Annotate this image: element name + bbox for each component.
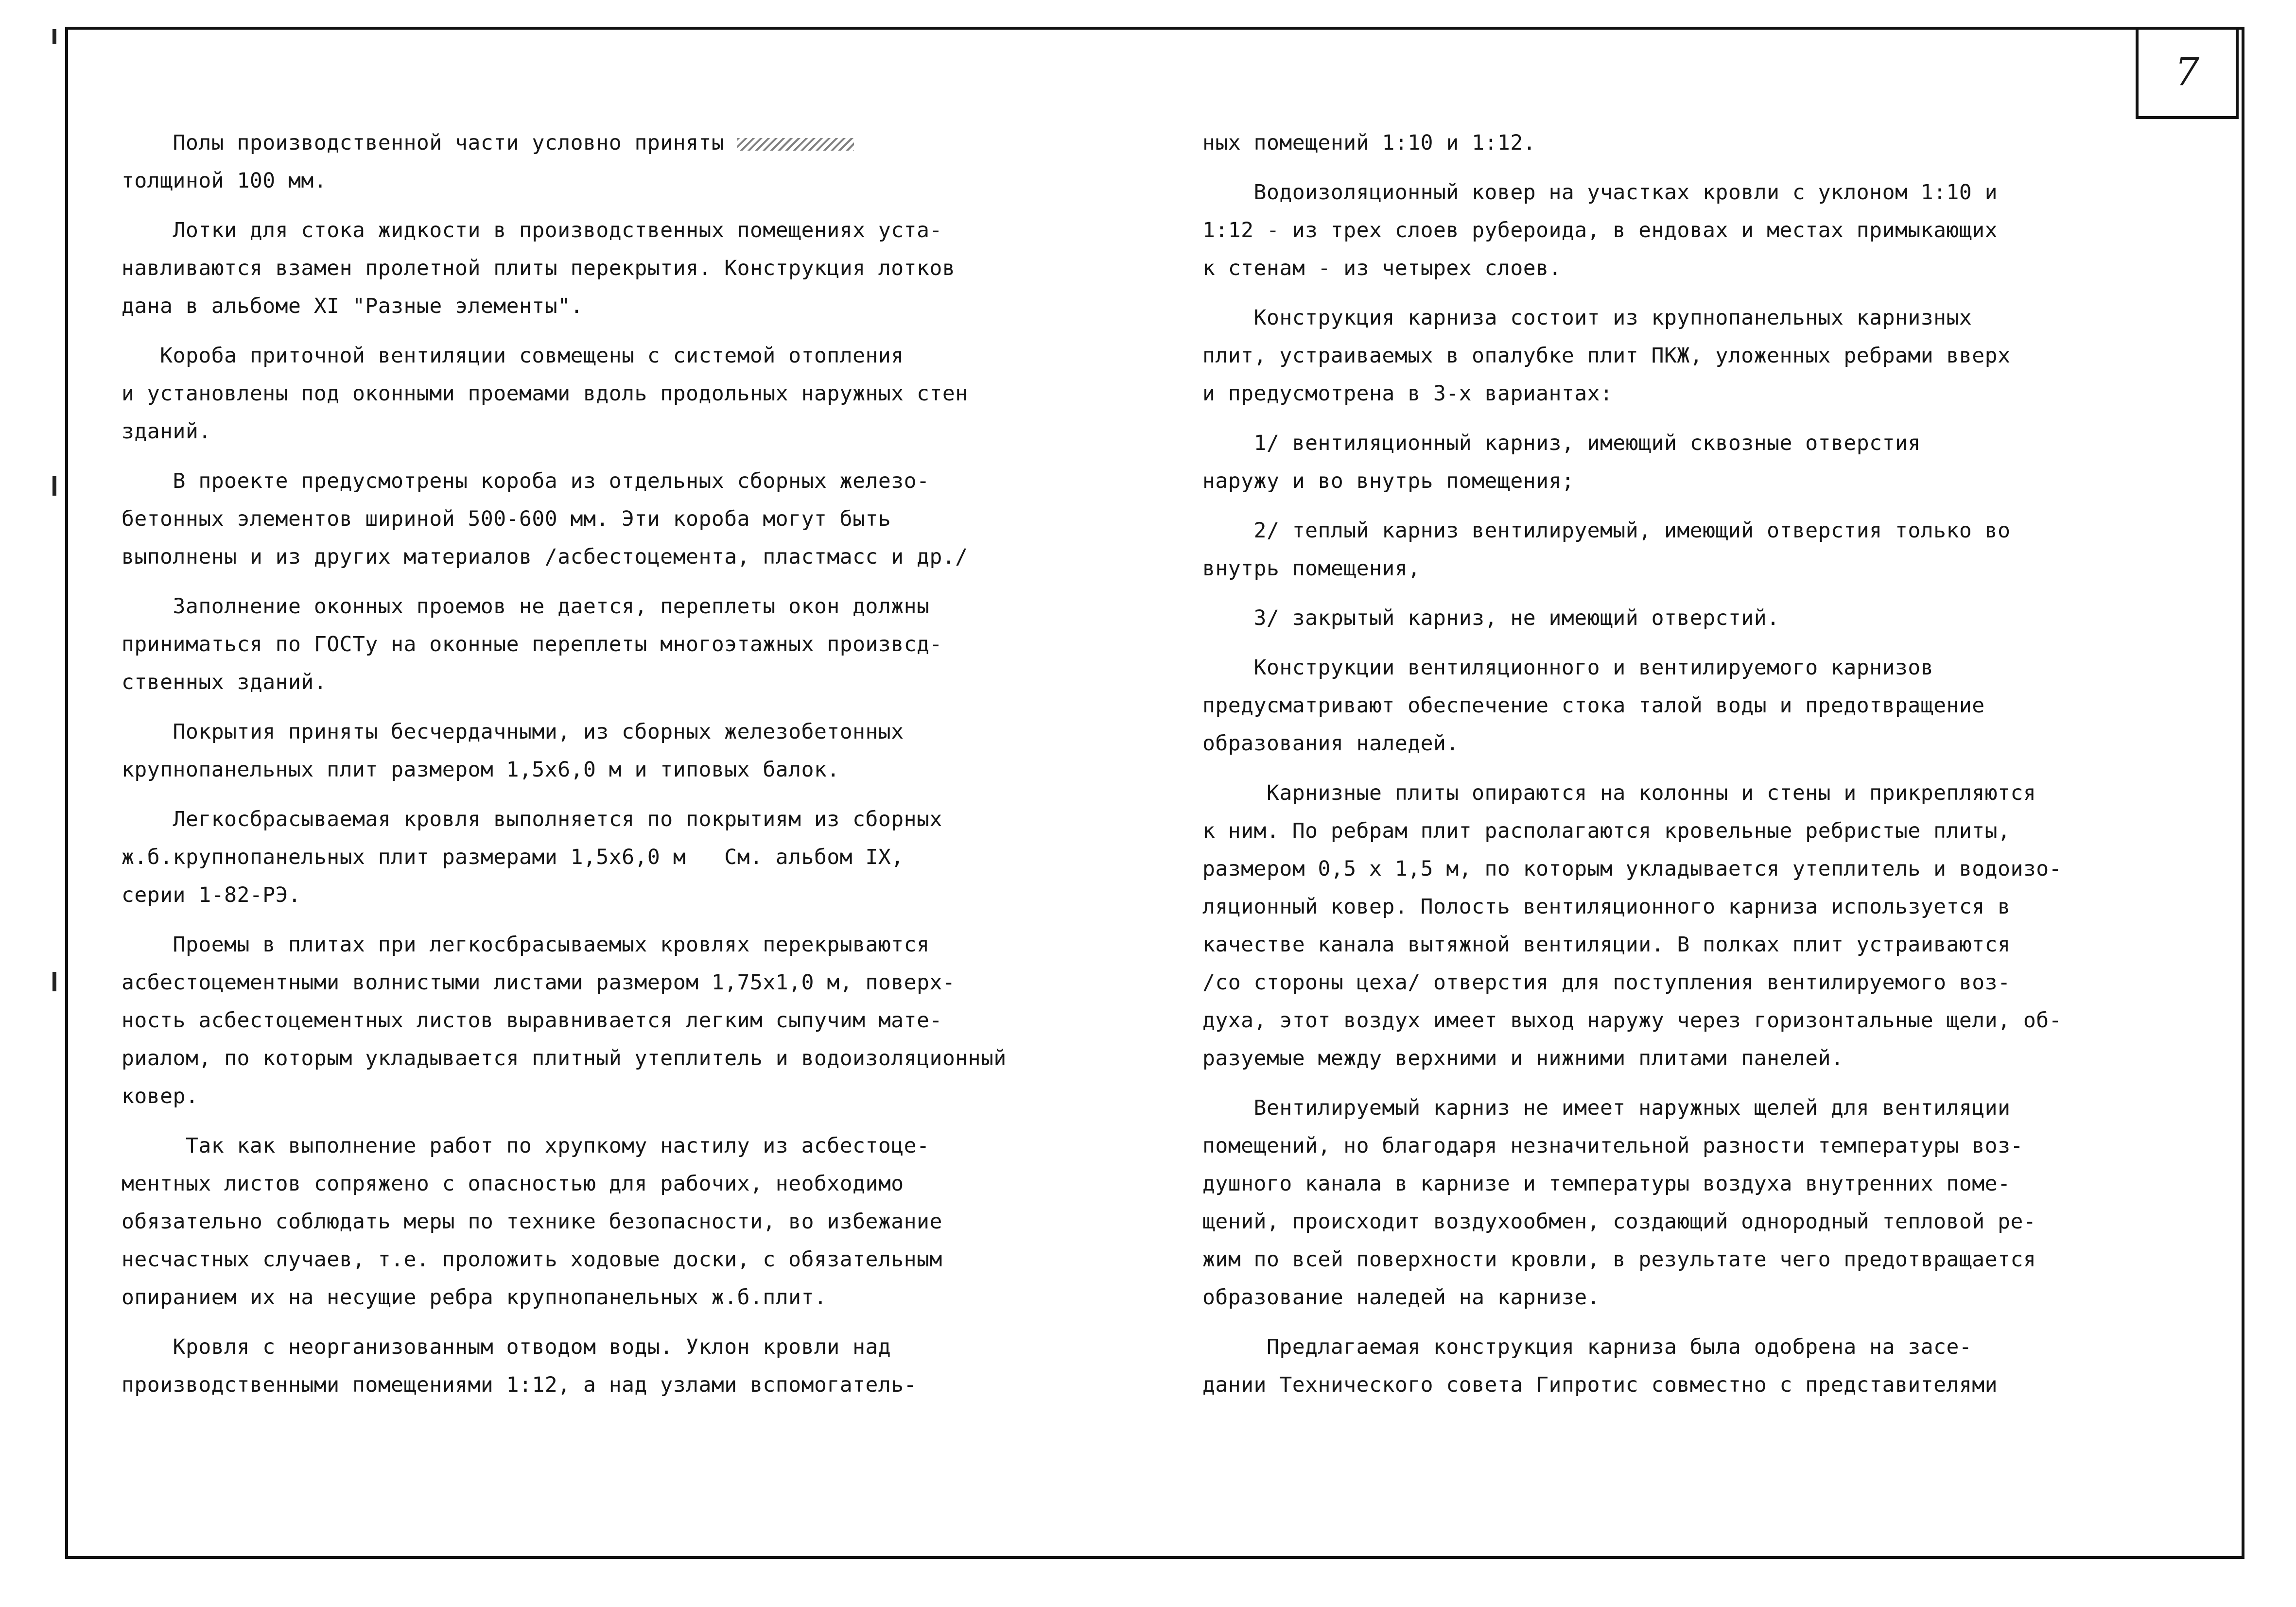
text-line [122, 124, 1205, 162]
right-text-column [1202, 124, 2233, 1416]
text-line: 1:12 - из трех слоев рубероида, в ендовах и местах примыкающих [1202, 218, 1998, 242]
text-line: асбестоцементными волнистыми листами размером 1,75х1,0 м, поверх- [122, 970, 956, 995]
text-line: к ним. По ребрам плит располагаются кровельные ребристые плиты, [1202, 819, 2011, 843]
text-line: плит, устраиваемых в опалубке плит ПКЖ, уложенных ребрами вверх [1202, 344, 2011, 368]
paragraph-p3 [122, 337, 1205, 450]
text-line: Кровля с неорганизованным отводом воды. Уклон кровли над [122, 1335, 891, 1359]
text-line: 3/ закрытый карниз, не имеющий отверстий. [1202, 606, 1780, 630]
text-line: зданий. [122, 419, 211, 444]
text-line: Конструкции вентиляционного и вентилируемого карнизов [1202, 656, 1934, 680]
text-line: серии 1-82-РЭ. [122, 883, 301, 907]
text-line: обязательно соблюдать меры по технике безопасности, во избежание [122, 1210, 942, 1234]
text-line: ковер. [122, 1084, 199, 1108]
text-line: толщиной 100 мм. [122, 169, 327, 193]
text-line: духа, этот воздух имеет выход наружу через горизонтальные щели, об- [1202, 1008, 2062, 1033]
text-line-segment: Полы производственной части условно приняты [122, 131, 737, 155]
text-line: ственных зданий. [122, 670, 327, 694]
paragraph-p10 [122, 1328, 1205, 1404]
paragraph-r2 [1202, 173, 2233, 287]
text-line: душного канала в карнизе и температуры воздуха внутренних поме- [1202, 1172, 2011, 1196]
paragraph-r4 [1202, 424, 2233, 500]
left-text-column [122, 124, 1205, 1416]
text-line: В проекте предусмотрены короба из отдельных сборных железо- [122, 469, 930, 493]
text-line: риалом, по которым укладывается плитный утеплитель и водоизоляционный [122, 1046, 1007, 1071]
text-line: 1/ вентиляционный карниз, имеющий сквозные отверстия [1202, 431, 1921, 455]
text-line: дании Технического совета Гипротис совместно с представителями [1202, 1373, 1998, 1397]
paragraph-p8 [122, 926, 1205, 1115]
text-line: Вентилируемый карниз не имеет наружных щелей для вентиляции [1202, 1096, 2011, 1120]
text-line: ментных листов сопряжено с опасностью для рабочих, необходимо [122, 1172, 904, 1196]
text-line: жим по всей поверхности кровли, в результате чего предотвращается [1202, 1247, 2036, 1272]
margin-mark [52, 29, 56, 44]
text-line: Легкосбрасываемая кровля выполняется по покрытиям из сборных [122, 807, 942, 831]
text-line: и установлены под оконными проемами вдоль продольных наружных стен [122, 381, 968, 406]
text-line: разуемые между верхними и нижними плитами панелей. [1202, 1046, 1844, 1071]
paragraph-p4 [122, 462, 1205, 576]
text-line: предусматривают обеспечение стока талой воды и предотвращение [1202, 693, 1985, 718]
text-line: Короба приточной вентиляции совмещены с системой отопления [122, 344, 904, 368]
paragraph-p1 [122, 124, 1205, 200]
text-line: ность асбестоцементных листов выравнивается легким сыпучим мате- [122, 1008, 942, 1033]
text-line: навливаются взамен пролетной плиты перекрытия. Конструкция лотков [122, 256, 956, 280]
paragraph-r9 [1202, 1089, 2233, 1316]
paragraph-r1 [1202, 124, 2233, 162]
text-line: помещений, но благодаря незначительной разности температуры воз- [1202, 1134, 2023, 1158]
paragraph-r6 [1202, 599, 2233, 637]
text-line: щений, происходит воздухообмен, создающий однородный тепловой ре- [1202, 1210, 2036, 1234]
text-line: /со стороны цеха/ отверстия для поступления вентилируемого воз- [1202, 970, 2011, 995]
text-line: Водоизоляционный ковер на участках кровли с уклоном 1:10 и [1202, 180, 1998, 205]
margin-mark [52, 972, 56, 991]
text-line: дана в альбоме XI "Разные элементы". [122, 294, 583, 318]
text-line: выполнены и из других материалов /асбестоцемента, пластмасс и др./ [122, 545, 968, 569]
text-line: образование наледей на карнизе. [1202, 1285, 1600, 1310]
margin-mark [52, 476, 56, 496]
paragraph-r7 [1202, 649, 2233, 762]
text-line: Лотки для стока жидкости в производственных помещениях уста- [122, 218, 942, 242]
text-line: внутрь помещения, [1202, 556, 1421, 581]
paragraph-r3 [1202, 299, 2233, 413]
text-line: Предлагаемая конструкция карниза была одобрена на засе- [1202, 1335, 1972, 1359]
text-line: Так как выполнение работ по хрупкому настилу из асбестоце- [122, 1134, 930, 1158]
paragraph-r8 [1202, 774, 2233, 1077]
text-line: Заполнение оконных проемов не дается, переплеты окон должны [122, 594, 930, 619]
text-line: опиранием их на несущие ребра крупнопанельных ж.б.плит. [122, 1285, 827, 1310]
text-line: наружу и во внутрь помещения; [1202, 469, 1575, 493]
text-line: ж.б.крупнопанельных плит размерами 1,5х6,0 м См. альбом IX, [122, 845, 904, 869]
text-line: Проемы в плитах при легкосбрасываемых кровлях перекрываются [122, 933, 930, 957]
text-line: и предусмотрена в 3-х вариантах: [1202, 381, 1613, 406]
text-line: размером 0,5 х 1,5 м, по которым укладывается утеплитель и водоизо- [1202, 857, 2062, 881]
text-line: качестве канала вытяжной вентиляции. В полках плит устраиваются [1202, 933, 2011, 957]
page-number: 7 [2136, 27, 2239, 119]
text-line: Покрытия приняты бесчердачными, из сборных железобетонных [122, 720, 904, 744]
paragraph-p9 [122, 1127, 1205, 1316]
text-line: ляционный ковер. Полость вентиляционного карниза используется в [1202, 895, 2011, 919]
text-line: Конструкция карниза состоит из крупнопанельных карнизных [1202, 306, 1972, 330]
text-line: ных помещений 1:10 и 1:12. [1202, 131, 1536, 155]
text-line: крупнопанельных плит размером 1,5х6,0 м и типовых балок. [122, 758, 840, 782]
text-line: к стенам - из четырех слоев. [1202, 256, 1562, 280]
paragraph-r10 [1202, 1328, 2233, 1404]
text-line: производственными помещениями 1:12, а над узлами вспомогатель- [122, 1373, 917, 1397]
text-line: несчастных случаев, т.е. проложить ходовые доски, с обязательным [122, 1247, 942, 1272]
text-line: 2/ теплый карниз вентилируемый, имеющий отверстия только во [1202, 518, 2011, 543]
paragraph-r5 [1202, 512, 2233, 588]
text-line: бетонных элементов шириной 500-600 мм. Эти короба могут быть [122, 507, 891, 531]
paragraph-p6 [122, 713, 1205, 789]
paragraph-p5 [122, 588, 1205, 701]
text-line: Карнизные плиты опираются на колонны и стены и прикрепляются [1202, 781, 2036, 805]
hatch-pattern-icon [737, 138, 854, 151]
text-line: приниматься по ГОСТу на оконные переплеты многоэтажных произвсд- [122, 632, 942, 657]
paragraph-p2 [122, 211, 1205, 325]
paragraph-p7 [122, 800, 1205, 914]
text-line: образования наледей. [1202, 731, 1459, 756]
